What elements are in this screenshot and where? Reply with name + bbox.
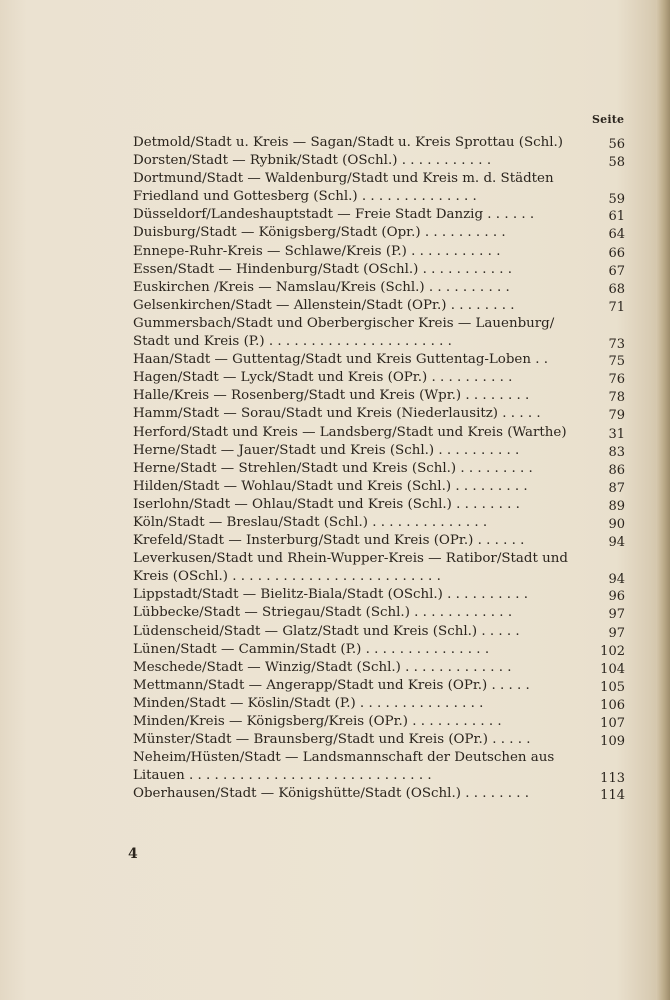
toc-entry-page: 58 (608, 155, 625, 171)
toc-entry (133, 604, 625, 622)
toc-entry (133, 749, 625, 785)
toc-entry (133, 206, 625, 224)
toc-entry-text: Herne/Stadt — Strehlen/Stadt und Kreis (Schl.) . . . . . . . . . (133, 460, 533, 476)
toc-entry (133, 695, 625, 713)
toc-entry (133, 496, 625, 514)
toc-entry-text: Gelsenkirchen/Stadt — Allenstein/Stadt (OPr.) . . . . . . . . (133, 297, 515, 313)
toc-entry-page: 114 (600, 788, 625, 804)
toc-entry-text: Kreis (OSchl.) . . . . . . . . . . . . . . . . . . . . . . . . . (133, 569, 441, 585)
toc-entry-page: 96 (608, 589, 625, 605)
toc-entry-page: 64 (608, 227, 625, 243)
toc-entry-text: Lübbecke/Stadt — Striegau/Stadt (Schl.) . . . . . . . . . . . . (133, 605, 513, 621)
toc-entry-text: Hagen/Stadt — Lyck/Stadt und Kreis (OPr.) . . . . . . . . . . (133, 370, 513, 386)
toc-entry-text: Oberhausen/Stadt — Königshütte/Stadt (OSchl.) . . . . . . . . (133, 786, 530, 802)
toc-entry-text: Köln/Stadt — Breslau/Stadt (Schl.) . . . . . . . . . . . . . . (133, 514, 488, 530)
toc-entry-text: Herford/Stadt und Kreis — Landsberg/Stadt und Kreis (Warthe) (133, 424, 567, 440)
toc-entry-page: 89 (608, 498, 625, 514)
toc-entry-page: 66 (608, 245, 625, 261)
toc-entry-text: Herne/Stadt — Jauer/Stadt und Kreis (Schl.) . . . . . . . . . . (133, 442, 520, 458)
toc-entry (133, 243, 625, 261)
toc-entry-text: Stadt und Kreis (P.) . . . . . . . . . . . . . . . . . . . . . . (133, 334, 452, 350)
toc-entry-text: Halle/Kreis — Rosenberg/Stadt und Kreis (Wpr.) . . . . . . . . (133, 388, 530, 404)
toc-entry (133, 713, 625, 731)
toc-entry (133, 170, 625, 206)
toc-entry-text: Minden/Kreis — Königsberg/Kreis (OPr.) . . . . . . . . . . . (133, 714, 502, 729)
toc-entry-page: 107 (600, 716, 625, 731)
toc-entry-page: 90 (608, 516, 625, 532)
table-of-contents (133, 134, 625, 803)
toc-entry-page: 106 (600, 697, 625, 713)
toc-entry-text: Minden/Stadt — Köslin/Stadt (P.) . . . . . . . . . . . . . . . (133, 695, 484, 711)
toc-entry (133, 424, 625, 442)
toc-entry (133, 369, 625, 387)
toc-entry-page: 87 (608, 480, 625, 496)
toc-entry-page: 59 (608, 192, 625, 208)
toc-entry (133, 641, 625, 659)
toc-entry-text: Dortmund/Stadt — Waldenburg/Stadt und Kreis m. d. Städten (133, 171, 554, 187)
toc-entry-text: Lünen/Stadt — Cammin/Stadt (P.) . . . . . . . . . . . . . . . (133, 641, 490, 657)
toc-entry (133, 152, 625, 170)
page-edge-shadow (656, 0, 670, 1000)
toc-entry-text: Krefeld/Stadt — Insterburg/Stadt und Kreis (OPr.) . . . . . . (133, 533, 525, 549)
toc-entry (133, 514, 625, 532)
toc-entry-page: 75 (608, 354, 625, 370)
toc-entry-page: 94 (608, 572, 625, 588)
toc-entry (133, 532, 625, 550)
toc-entry-text: Lippstadt/Stadt — Bielitz-Biala/Stadt (OSchl.) . . . . . . . . . . (133, 587, 529, 603)
toc-entry-text: Meschede/Stadt — Winzig/Stadt (Schl.) . . . . . . . . . . . . . (133, 659, 512, 675)
toc-entry-text: Dorsten/Stadt — Rybnik/Stadt (OSchl.) . . . . . . . . . . . (133, 153, 492, 169)
toc-entry-text: Mettmann/Stadt — Angerapp/Stadt und Kreis (OPr.) . . . . . (133, 677, 530, 693)
toc-entry-page: 71 (608, 299, 625, 315)
toc-entry-page: 97 (608, 625, 625, 641)
toc-entry (133, 460, 625, 478)
toc-entry-page: 76 (608, 372, 625, 388)
toc-entry-text: Friedland und Gottesberg (Schl.) . . . . . . . . . . . . . . (133, 189, 477, 205)
toc-entry-page: 104 (600, 661, 625, 677)
toc-entry (133, 315, 625, 351)
toc-entry (133, 586, 625, 604)
toc-entry (133, 405, 625, 423)
toc-entry-text: Iserlohn/Stadt — Ohlau/Stadt und Kreis (Schl.) . . . . . . . . (133, 496, 520, 512)
toc-entry (133, 677, 625, 695)
toc-entry-text: Detmold/Stadt u. Kreis — Sagan/Stadt u. Kreis Sprottau (Schl.) (133, 135, 564, 150)
toc-entry-text: Gummersbach/Stadt und Oberbergischer Kreis — Lauenburg/ (133, 315, 555, 331)
toc-entry-page: 67 (608, 263, 625, 279)
toc-entry-page: 97 (608, 607, 625, 623)
page-column-header: Seite (592, 113, 625, 126)
toc-entry-text: Ennepe-Ruhr-Kreis — Schlawe/Kreis (P.) . . . . . . . . . . . (133, 243, 501, 259)
toc-entry-text: Münster/Stadt — Braunsberg/Stadt und Kreis (OPr.) . . . . . (133, 732, 531, 748)
toc-entry-text: Hilden/Stadt — Wohlau/Stadt und Kreis (Schl.) . . . . . . . . . (133, 478, 528, 494)
toc-entry (133, 224, 625, 242)
toc-entry (133, 785, 625, 803)
toc-entry-page: 78 (608, 390, 625, 406)
toc-entry (133, 134, 625, 152)
toc-entry-page: 94 (608, 535, 625, 551)
toc-entry-text: Leverkusen/Stadt und Rhein-Wupper-Kreis — Ratibor/Stadt und (133, 551, 568, 567)
toc-entry-page: 109 (600, 734, 625, 750)
toc-entry-page: 61 (608, 209, 625, 225)
toc-entry-text: Haan/Stadt — Guttentag/Stadt und Kreis Guttentag-Loben . . (133, 352, 549, 368)
toc-entry (133, 442, 625, 460)
toc-entry-page: 68 (608, 281, 625, 297)
toc-entry-page: 102 (600, 643, 625, 659)
toc-entry (133, 279, 625, 297)
toc-entry-text: Hamm/Stadt — Sorau/Stadt und Kreis (Niederlausitz) . . . . . (133, 406, 541, 422)
toc-entry-page: 79 (608, 408, 625, 424)
toc-entry-page: 73 (608, 337, 625, 353)
page-number: 4 (128, 846, 138, 862)
toc-entry-page: 83 (608, 444, 625, 460)
toc-entry-text: Euskirchen /Kreis — Namslau/Kreis (Schl.) . . . . . . . . . . (133, 279, 510, 295)
toc-entry-text: Lüdenscheid/Stadt — Glatz/Stadt und Kreis (Schl.) . . . . . (133, 623, 520, 639)
toc-entry-page: 113 (600, 771, 625, 787)
toc-entry (133, 351, 625, 369)
toc-entry (133, 550, 625, 586)
toc-entry-text: Litauen . . . . . . . . . . . . . . . . . . . . . . . . . . . . . (133, 768, 432, 784)
toc-entry-page: 105 (600, 679, 625, 695)
toc-entry (133, 261, 625, 279)
toc-entry-text: Essen/Stadt — Hindenburg/Stadt (OSchl.) . . . . . . . . . . . (133, 261, 513, 277)
toc-entry (133, 478, 625, 496)
toc-entry (133, 659, 625, 677)
toc-entry (133, 731, 625, 749)
toc-entry-page: 31 (608, 426, 625, 442)
toc-entry (133, 387, 625, 405)
toc-entry (133, 623, 625, 641)
toc-entry-page: 56 (608, 137, 625, 152)
toc-entry-text: Neheim/Hüsten/Stadt — Landsmannschaft der Deutschen aus (133, 750, 555, 766)
toc-entry-text: Düsseldorf/Landeshauptstadt — Freie Stadt Danzig . . . . . . (133, 207, 535, 223)
toc-entry (133, 297, 625, 315)
toc-entry-page: 86 (608, 462, 625, 478)
toc-entry-text: Duisburg/Stadt — Königsberg/Stadt (Opr.) . . . . . . . . . . (133, 225, 506, 241)
